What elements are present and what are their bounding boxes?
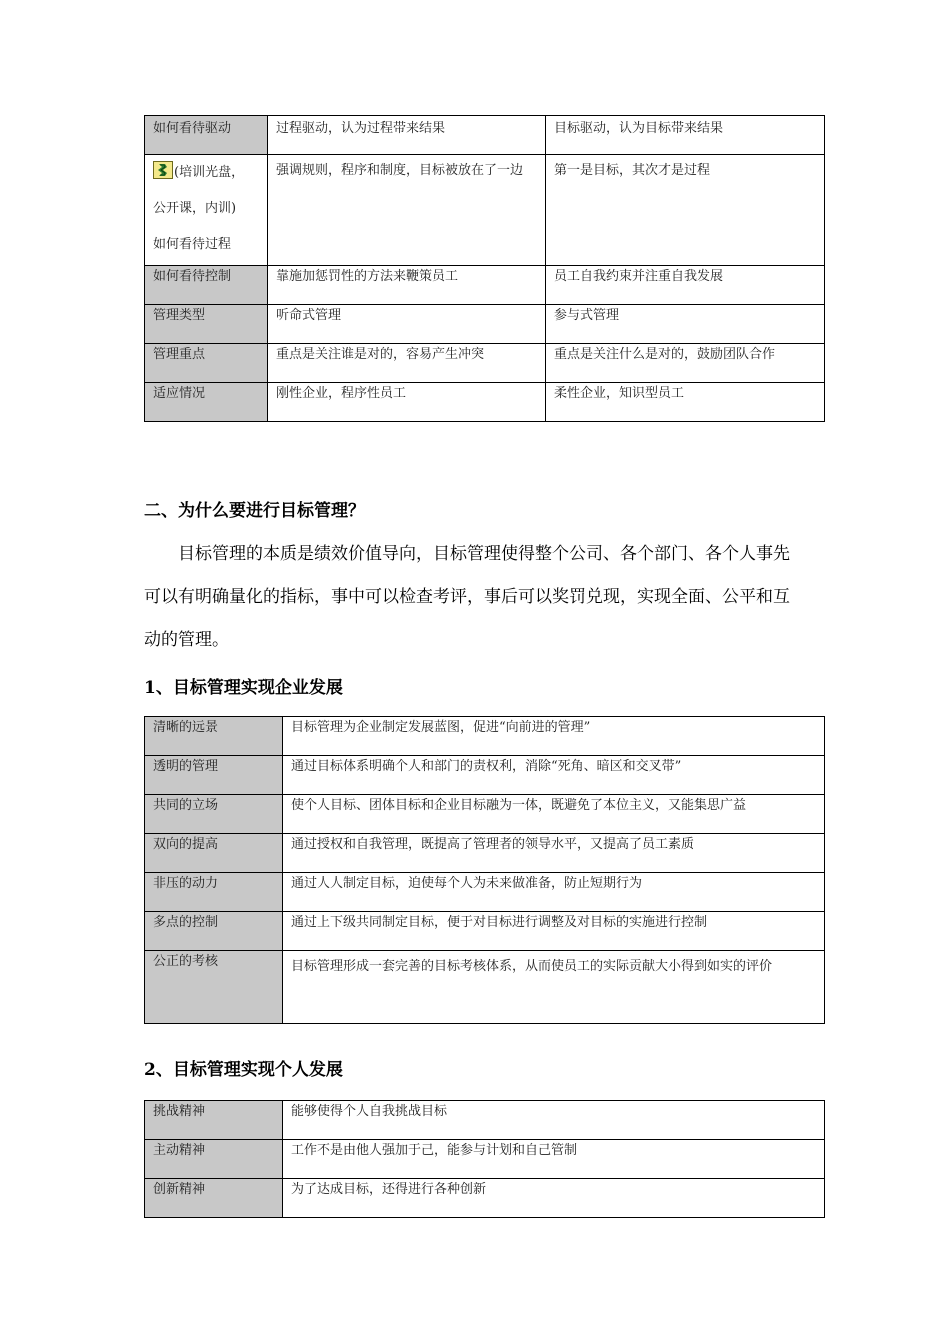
cell: 靠施加惩罚性的方法来鞭策员工 xyxy=(268,266,546,305)
row-label: 双向的提高 xyxy=(145,834,283,873)
cell: 通过授权和自我管理，既提高了管理者的领导水平，又提高了员工素质 xyxy=(283,834,825,873)
row-label: 管理重点 xyxy=(145,344,268,383)
table-row xyxy=(145,756,825,795)
section-paragraph: 目标管理的本质是绩效价值导向，目标管理使得整个公司、各个部门、各个人事先可以有明确量化的指标，事中可以检查考评，事后可以奖罚兑现，实现全面、公平和互动的管理。 xyxy=(144,544,790,650)
label-line: 如何看待过程 xyxy=(153,237,232,252)
cell: 通过目标体系明确个人和部门的责权利，消除“死角、暗区和交叉带” xyxy=(283,756,825,795)
table-row xyxy=(145,344,825,383)
cell: 工作不是由他人强加于己，能参与计划和自己管制 xyxy=(283,1140,825,1179)
row-label: 多点的控制 xyxy=(145,912,283,951)
table-row xyxy=(145,834,825,873)
cell: 强调规则，程序和制度，目标被放在了一边 xyxy=(268,155,546,266)
section-heading: 二、为什么要进行目标管理？ xyxy=(144,501,365,521)
table-row xyxy=(145,912,825,951)
table-row xyxy=(145,873,825,912)
table-row xyxy=(145,717,825,756)
label-line: 公开课，内训) xyxy=(153,201,237,216)
cell: 重点是关注谁是对的，容易产生冲突 xyxy=(268,344,546,383)
comparison-table xyxy=(144,115,825,422)
cell: 听命式管理 xyxy=(268,305,546,344)
table-row xyxy=(145,795,825,834)
cell: 目标驱动，认为目标带来结果 xyxy=(546,116,825,155)
cell: 过程驱动，认为过程带来结果 xyxy=(268,116,546,155)
cell: 目标管理为企业制定发展蓝图，促进“向前进的管理” xyxy=(283,717,825,756)
table-row xyxy=(145,1179,825,1218)
table-row xyxy=(145,116,825,155)
cell: 重点是关注什么是对的，鼓励团队合作 xyxy=(546,344,825,383)
cell: 使个人目标、团体目标和企业目标融为一体，既避免了本位主义，又能集思广益 xyxy=(283,795,825,834)
row-label: 挑战精神 xyxy=(145,1101,283,1140)
cell: 第一是目标，其次才是过程 xyxy=(546,155,825,266)
cell: 刚性企业，程序性员工 xyxy=(268,383,546,422)
subsection-heading: 2、目标管理实现个人发展 xyxy=(144,1060,343,1080)
cell: 通过上下级共同制定目标，便于对目标进行调整及对目标的实施进行控制 xyxy=(283,912,825,951)
row-label: 适应情况 xyxy=(145,383,268,422)
cell: 柔性企业，知识型员工 xyxy=(546,383,825,422)
row-label: 如何看待控制 xyxy=(145,266,268,305)
label-line: (培训光盘， xyxy=(174,165,245,180)
enterprise-development-table xyxy=(144,716,825,1024)
row-label: 透明的管理 xyxy=(145,756,283,795)
row-label: 清晰的远景 xyxy=(145,717,283,756)
cell: 员工自我约束并注重自我发展 xyxy=(546,266,825,305)
subsection-heading: 1、目标管理实现企业发展 xyxy=(144,678,343,698)
table-row xyxy=(145,383,825,422)
table-row xyxy=(145,1101,825,1140)
table-row xyxy=(145,1140,825,1179)
table-row xyxy=(145,155,825,266)
table-row xyxy=(145,951,825,1024)
cell: 通过人人制定目标，迫使每个人为未来做准备，防止短期行为 xyxy=(283,873,825,912)
row-label: 主动精神 xyxy=(145,1140,283,1179)
disc-icon[interactable] xyxy=(153,161,173,179)
row-label: 共同的立场 xyxy=(145,795,283,834)
row-label: 管理类型 xyxy=(145,305,268,344)
row-label: 公正的考核 xyxy=(145,951,283,1024)
cell: 为了达成目标，还得进行各种创新 xyxy=(283,1179,825,1218)
row-label: 非压的动力 xyxy=(145,873,283,912)
table-row xyxy=(145,266,825,305)
cell: 能够使得个人自我挑战目标 xyxy=(283,1101,825,1140)
table-row xyxy=(145,305,825,344)
row-label xyxy=(145,155,268,266)
personal-development-table xyxy=(144,1100,825,1218)
row-label: 如何看待驱动 xyxy=(145,116,268,155)
cell: 目标管理形成一套完善的目标考核体系，从而使员工的实际贡献大小得到如实的评价 xyxy=(283,951,825,1024)
cell: 参与式管理 xyxy=(546,305,825,344)
row-label: 创新精神 xyxy=(145,1179,283,1218)
